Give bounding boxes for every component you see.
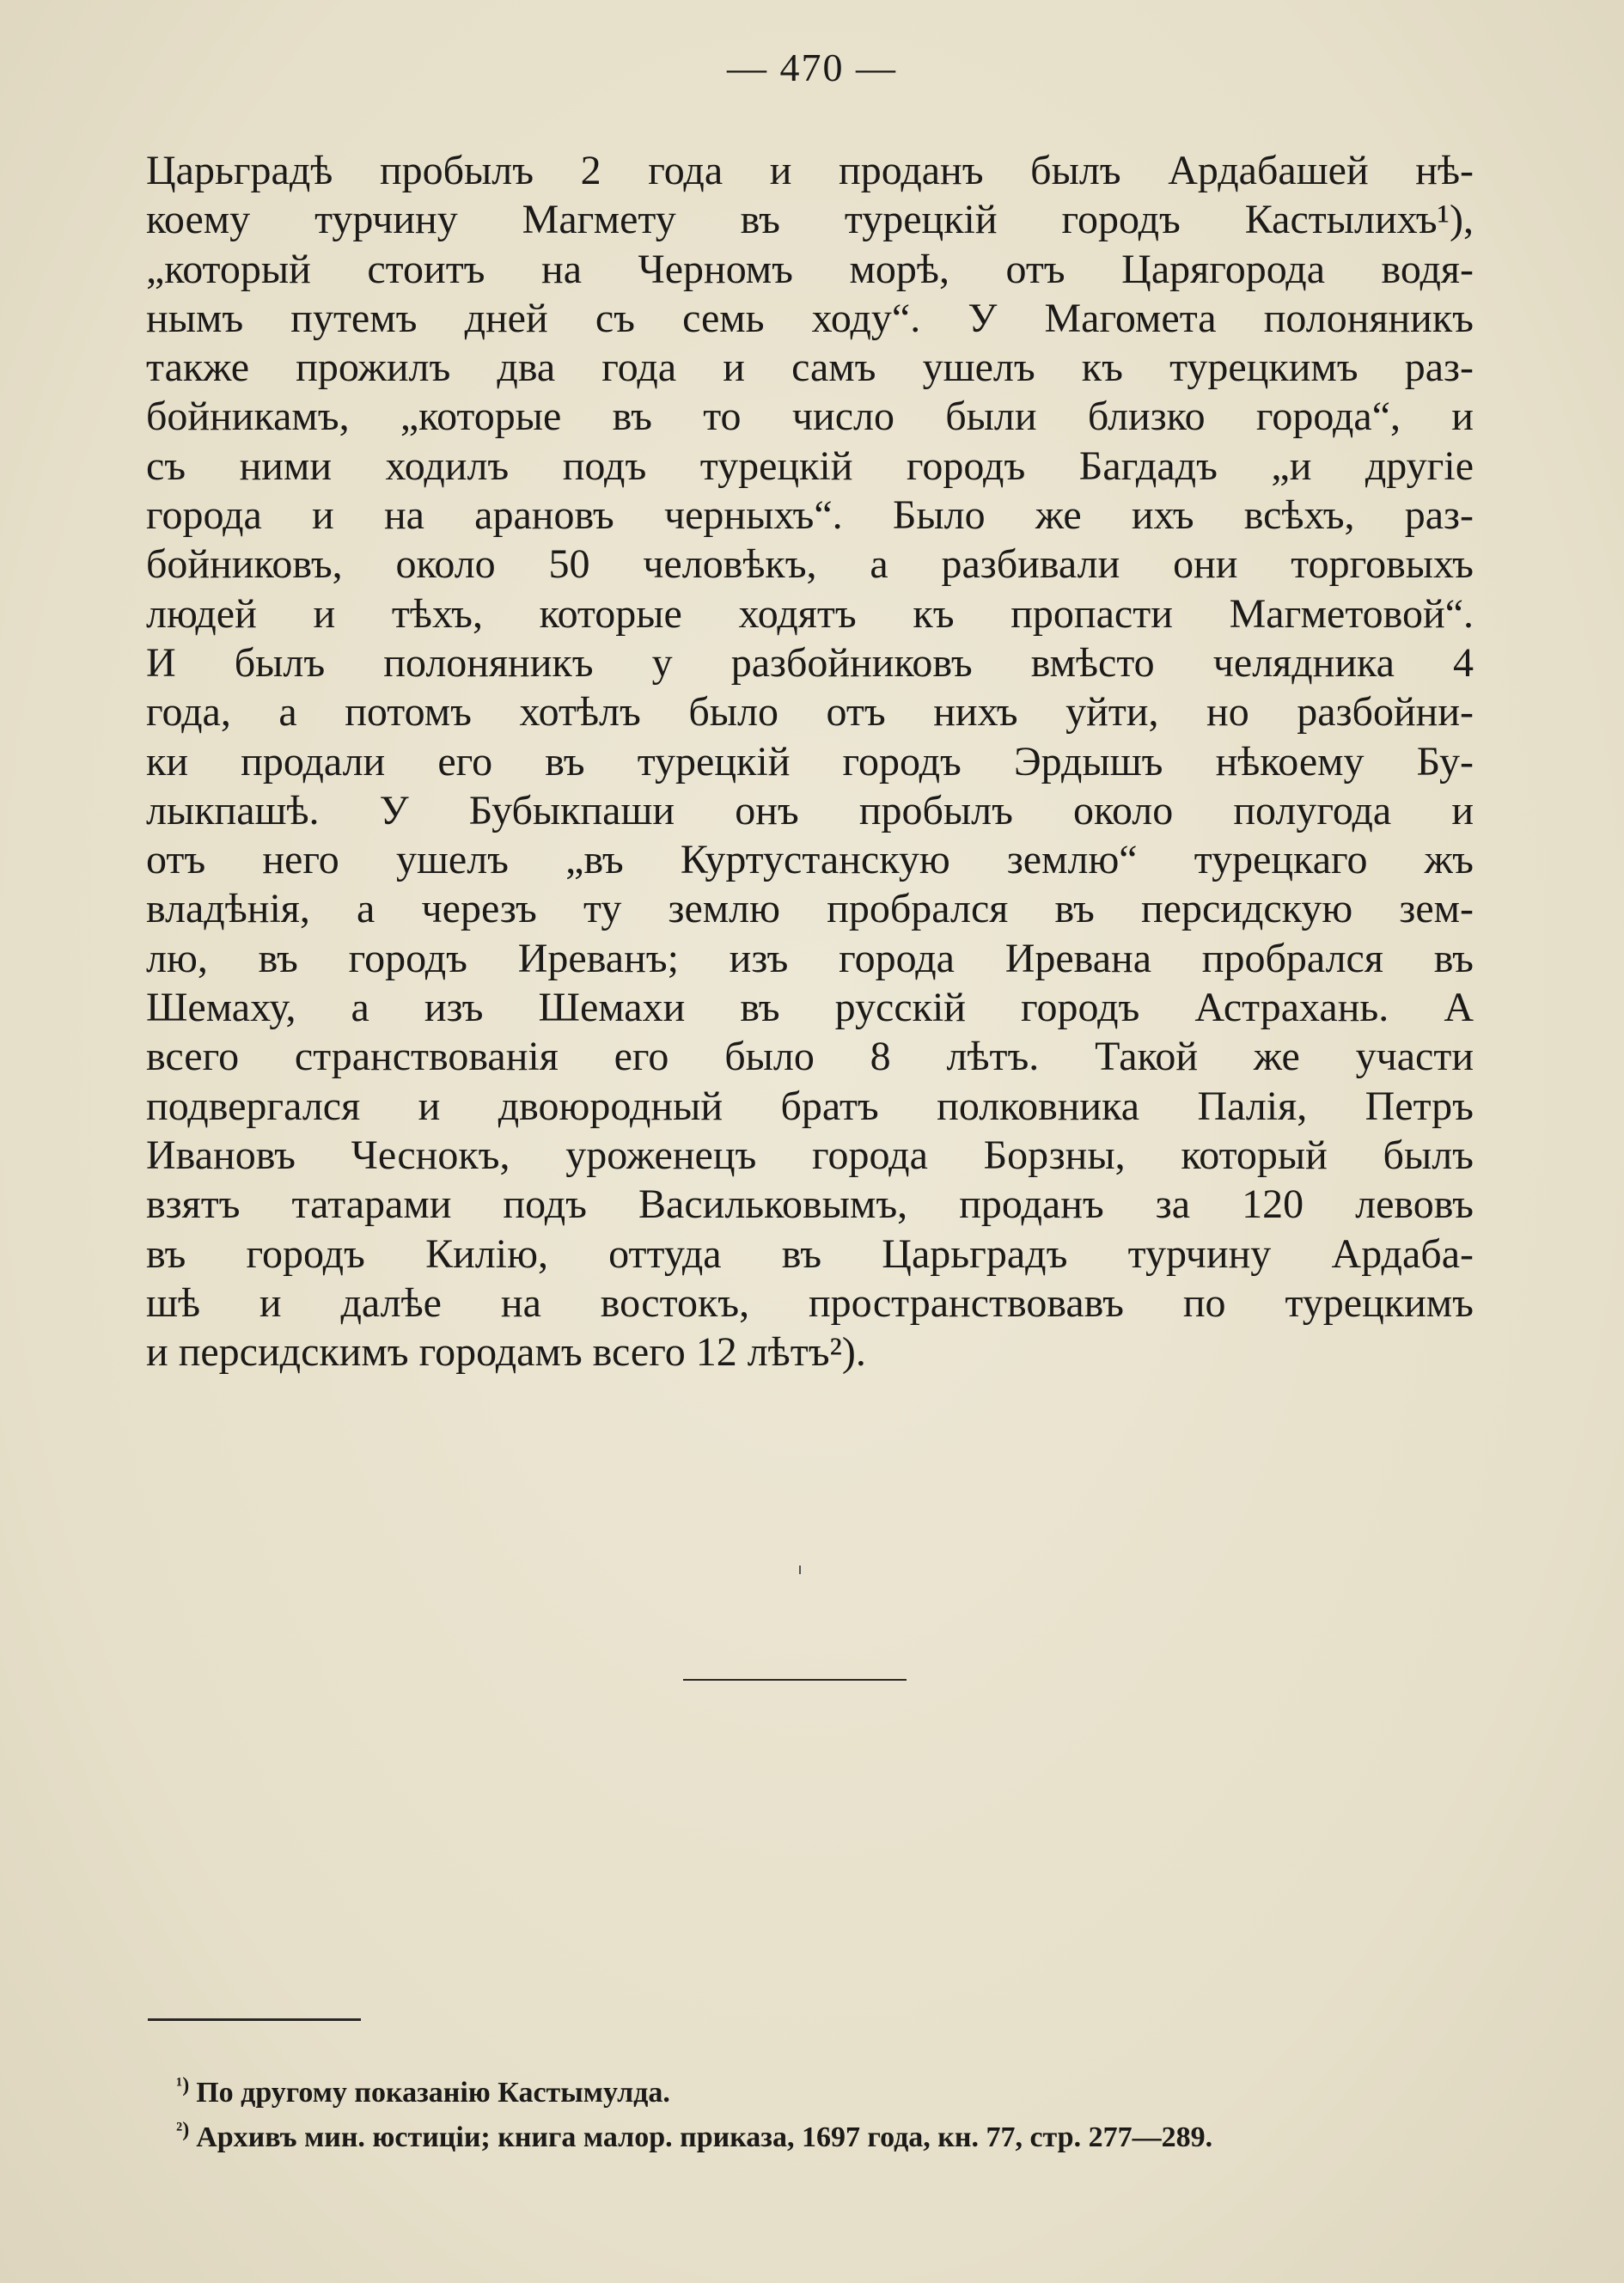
text-line: лыкпашѣ. У Бубыкпаши онъ пробылъ около полугода и bbox=[146, 787, 1474, 833]
footnote-1 bbox=[176, 2071, 1465, 2115]
text-line: въ городъ Килію, оттуда въ Царьградъ турчину Ардаба- bbox=[146, 1230, 1474, 1277]
text-line: И былъ полоняникъ у разбойниковъ вмѣсто челядника 4 bbox=[146, 639, 1474, 686]
footnotes bbox=[176, 2071, 1465, 2160]
text-line: и персидскимъ городамъ всего 12 лѣтъ²). bbox=[146, 1329, 866, 1376]
text-line: „который стоитъ на Черномъ морѣ, отъ Царягорода водя- bbox=[146, 246, 1474, 292]
text-line: бойникамъ, „которые въ то число были близко города“, и bbox=[146, 394, 1474, 440]
text-line: Ивановъ Чеснокъ, уроженецъ города Борзны, который былъ bbox=[146, 1132, 1474, 1178]
text-line: коему турчину Магмету въ турецкій городъ Кастылихъ¹), bbox=[146, 197, 1474, 243]
body-text bbox=[146, 146, 1474, 1377]
text-line: шѣ и далѣе на востокъ, пространствовавъ по турецкимъ bbox=[146, 1279, 1474, 1326]
footnote-2 bbox=[176, 2115, 1465, 2160]
page-number: — 470 — bbox=[727, 46, 897, 89]
text-line: всего странствованія его было 8 лѣтъ. Такой же участи bbox=[146, 1034, 1474, 1080]
text-line: людей и тѣхъ, которые ходятъ къ пропасти Магметовой“. bbox=[146, 590, 1474, 637]
section-divider bbox=[683, 1679, 907, 1681]
text-line: нымъ путемъ дней съ семь ходу“. У Магомета полоняникъ bbox=[146, 295, 1474, 341]
footnote-marker: ²) bbox=[176, 2118, 190, 2141]
footnote-text: Архивъ мин. юстиціи; книга малор. приказа, 1697 года, кн. 77, стр. 277—289. bbox=[196, 2121, 1213, 2153]
text-line: ки продали его въ турецкій городъ Эрдышъ нѣкоему Бу- bbox=[146, 738, 1474, 784]
text-line: Царьградѣ пробылъ 2 года и проданъ былъ Ардабашей нѣ- bbox=[146, 148, 1474, 193]
footnote-divider bbox=[148, 2018, 361, 2021]
text-line: владѣнія, а черезъ ту землю пробрался въ персидскую зем- bbox=[146, 886, 1474, 932]
text-line: также прожилъ два года и самъ ушелъ къ турецкимъ раз- bbox=[146, 345, 1474, 391]
text-line: отъ него ушелъ „въ Куртустанскую землю“ турецкаго жъ bbox=[146, 837, 1474, 883]
text-line: Шемаху, а изъ Шемахи въ русскій городъ Астрахань. А bbox=[146, 985, 1474, 1031]
text-line: года, а потомъ хотѣлъ было отъ нихъ уйти, но разбойни- bbox=[146, 689, 1474, 736]
text-line: города и на арановъ черныхъ“. Было же ихъ всѣхъ, раз- bbox=[146, 492, 1474, 539]
footnote-text: По другому показанію Кастымулда. bbox=[196, 2077, 670, 2109]
print-speck bbox=[799, 1566, 801, 1574]
text-line: взятъ татарами подъ Васильковымъ, проданъ за 120 левовъ bbox=[146, 1181, 1474, 1228]
text-line: подвергался и двоюродный братъ полковника Палія, Петръ bbox=[146, 1083, 1474, 1129]
footnote-marker: ¹) bbox=[176, 2073, 190, 2097]
text-line: лю, въ городъ Иреванъ; изъ города Иревана пробрался въ bbox=[146, 935, 1474, 981]
text-line: съ ними ходилъ подъ турецкій городъ Багдадъ „и другіе bbox=[146, 443, 1474, 489]
text-line: бойниковъ, около 50 человѣкъ, а разбивали они торговыхъ bbox=[146, 541, 1474, 588]
